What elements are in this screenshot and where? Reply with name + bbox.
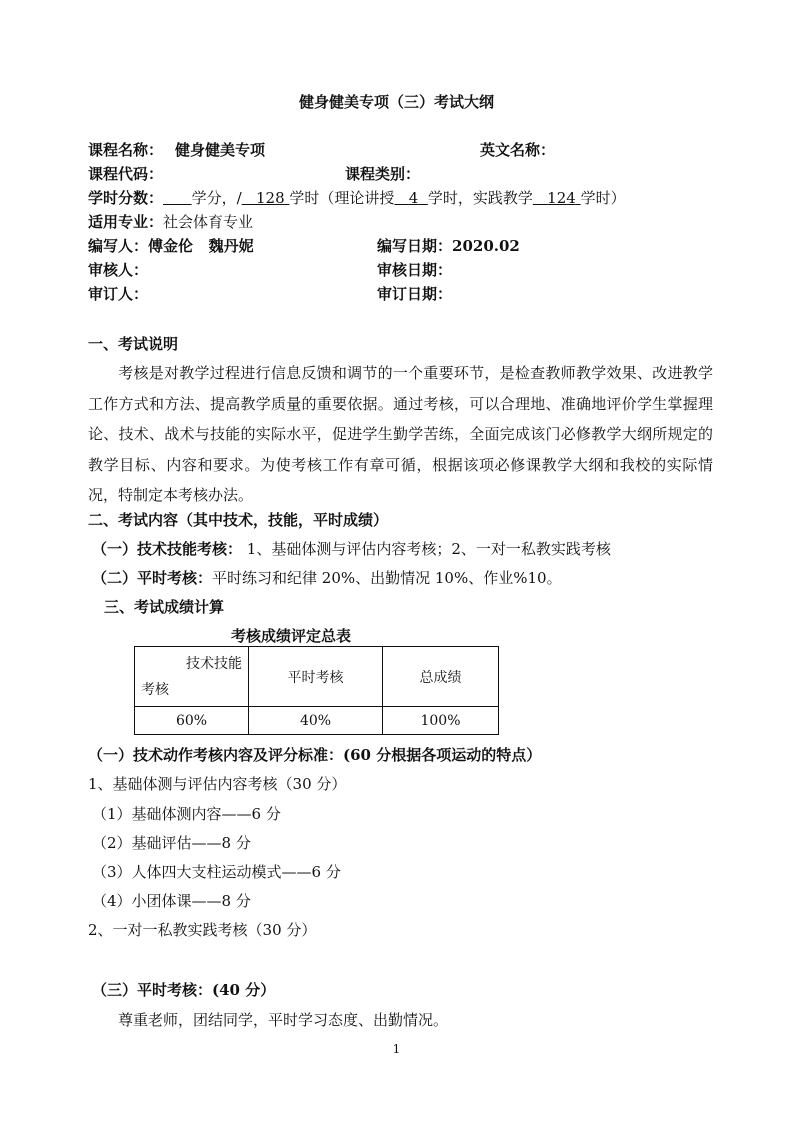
course-name-row [88, 140, 265, 160]
header-skill: 技术技能 考核 [135, 647, 249, 707]
approver-label: 审订人： [88, 285, 149, 303]
hours-theory: 4 [408, 189, 419, 207]
write-date-label: 编写日期： [377, 237, 453, 255]
section4-item-4: （3）人体四大支柱运动模式——6 分 [92, 863, 341, 881]
course-code-label: 课程代码： [88, 165, 164, 183]
score-table [134, 646, 499, 735]
hours-row [88, 188, 626, 208]
section5-text: 尊重老师，团结同学，平时学习态度、出勤情况。 [118, 1011, 449, 1029]
hours-label: 学时分数： [88, 189, 164, 207]
section4-item-6: 2、一对一私教实践考核（30 分） [88, 921, 317, 939]
english-name-label: 英文名称： [480, 141, 556, 159]
hours-total: 128 [256, 189, 285, 207]
write-date-value: 2020.02 [452, 237, 520, 255]
score-table-header-row [135, 647, 499, 707]
section4-item-1: 1、基础体测与评估内容考核（30 分） [88, 775, 347, 793]
document-title: 健身健美专项（三）考试大纲 [298, 93, 494, 111]
score-table-value-row [135, 707, 499, 735]
section1-heading: 一、考试说明 [88, 335, 179, 353]
section3-heading: 三、考试成绩计算 [104, 598, 225, 616]
section2-item1-label: （一）技术技能考核： [92, 540, 243, 558]
hours-text-1: 学分，/ [191, 189, 242, 207]
section2-item2-label: （二）平时考核： [92, 569, 213, 587]
credit-blank [163, 189, 192, 207]
hours-text-3: 学时，实践教学 [427, 189, 533, 207]
section2-item1-text: 1、基础体测与评估内容考核；2、一对一私教实践考核 [242, 540, 611, 558]
write-date-row [377, 236, 520, 256]
section2-item2-text: 平时练习和纪律 20%、出勤情况 10%、作业%10。 [212, 569, 562, 587]
author-value: 傅金伦 魏丹妮 [148, 237, 254, 255]
section1-paragraph: 考核是对教学过程进行信息反馈和调节的一个重要环节，是检查教师教学效果、改进教学工作方式和方法、提高教学质量的重要依据。通过考核，可以合理地、准确地评价学生掌握理论、技术、战术与技能的实际水平，促进学生勤学苦练，全面完成该门必修教学大纲所规定的教学目标、内容和要求。为使考核工作有章可循，根据该项必修课教学大纲和我校的实际情况，特制定本考核办法。 [88, 364, 713, 504]
review-date-label: 审核日期： [377, 261, 453, 279]
header-total: 总成绩 [383, 647, 499, 707]
section2-item2 [92, 568, 562, 588]
section2-heading: 二、考试内容（其中技术，技能，平时成绩） [88, 511, 389, 529]
section4-item-3: （2）基础评估——8 分 [92, 834, 251, 852]
course-name-label: 课程名称： [88, 141, 164, 159]
score-table-title: 考核成绩评定总表 [231, 627, 352, 645]
header-regular: 平时考核 [249, 647, 383, 707]
section2-item1 [92, 539, 611, 559]
value-regular: 40% [249, 707, 383, 735]
author-row [88, 236, 254, 256]
major-row [88, 212, 253, 232]
major-value: 社会体育专业 [163, 213, 254, 231]
major-label: 适用专业： [88, 213, 164, 231]
course-type-label: 课程类别： [345, 165, 421, 183]
section4-item-5: （4）小团体课——8 分 [92, 892, 251, 910]
hours-practice: 124 [547, 189, 576, 207]
section5-heading: （三）平时考核：(40 分） [92, 981, 276, 999]
page-number: 1 [392, 1042, 401, 1056]
author-label: 编写人： [88, 237, 149, 255]
reviewer-label: 审核人： [88, 261, 149, 279]
approve-date-label: 审订日期： [377, 285, 453, 303]
value-total: 100% [383, 707, 499, 735]
value-skill: 60% [135, 707, 249, 735]
hours-text-4: 学时） [580, 189, 626, 207]
course-name-value: 健身健美专项 [175, 141, 266, 159]
section4-item-2: （1）基础体测内容——6 分 [92, 805, 281, 823]
section4-heading: （一）技术动作考核内容及评分标准：(60 分根据各项运动的特点） [88, 746, 542, 764]
hours-text-2: 学时（理论讲授 [289, 189, 395, 207]
